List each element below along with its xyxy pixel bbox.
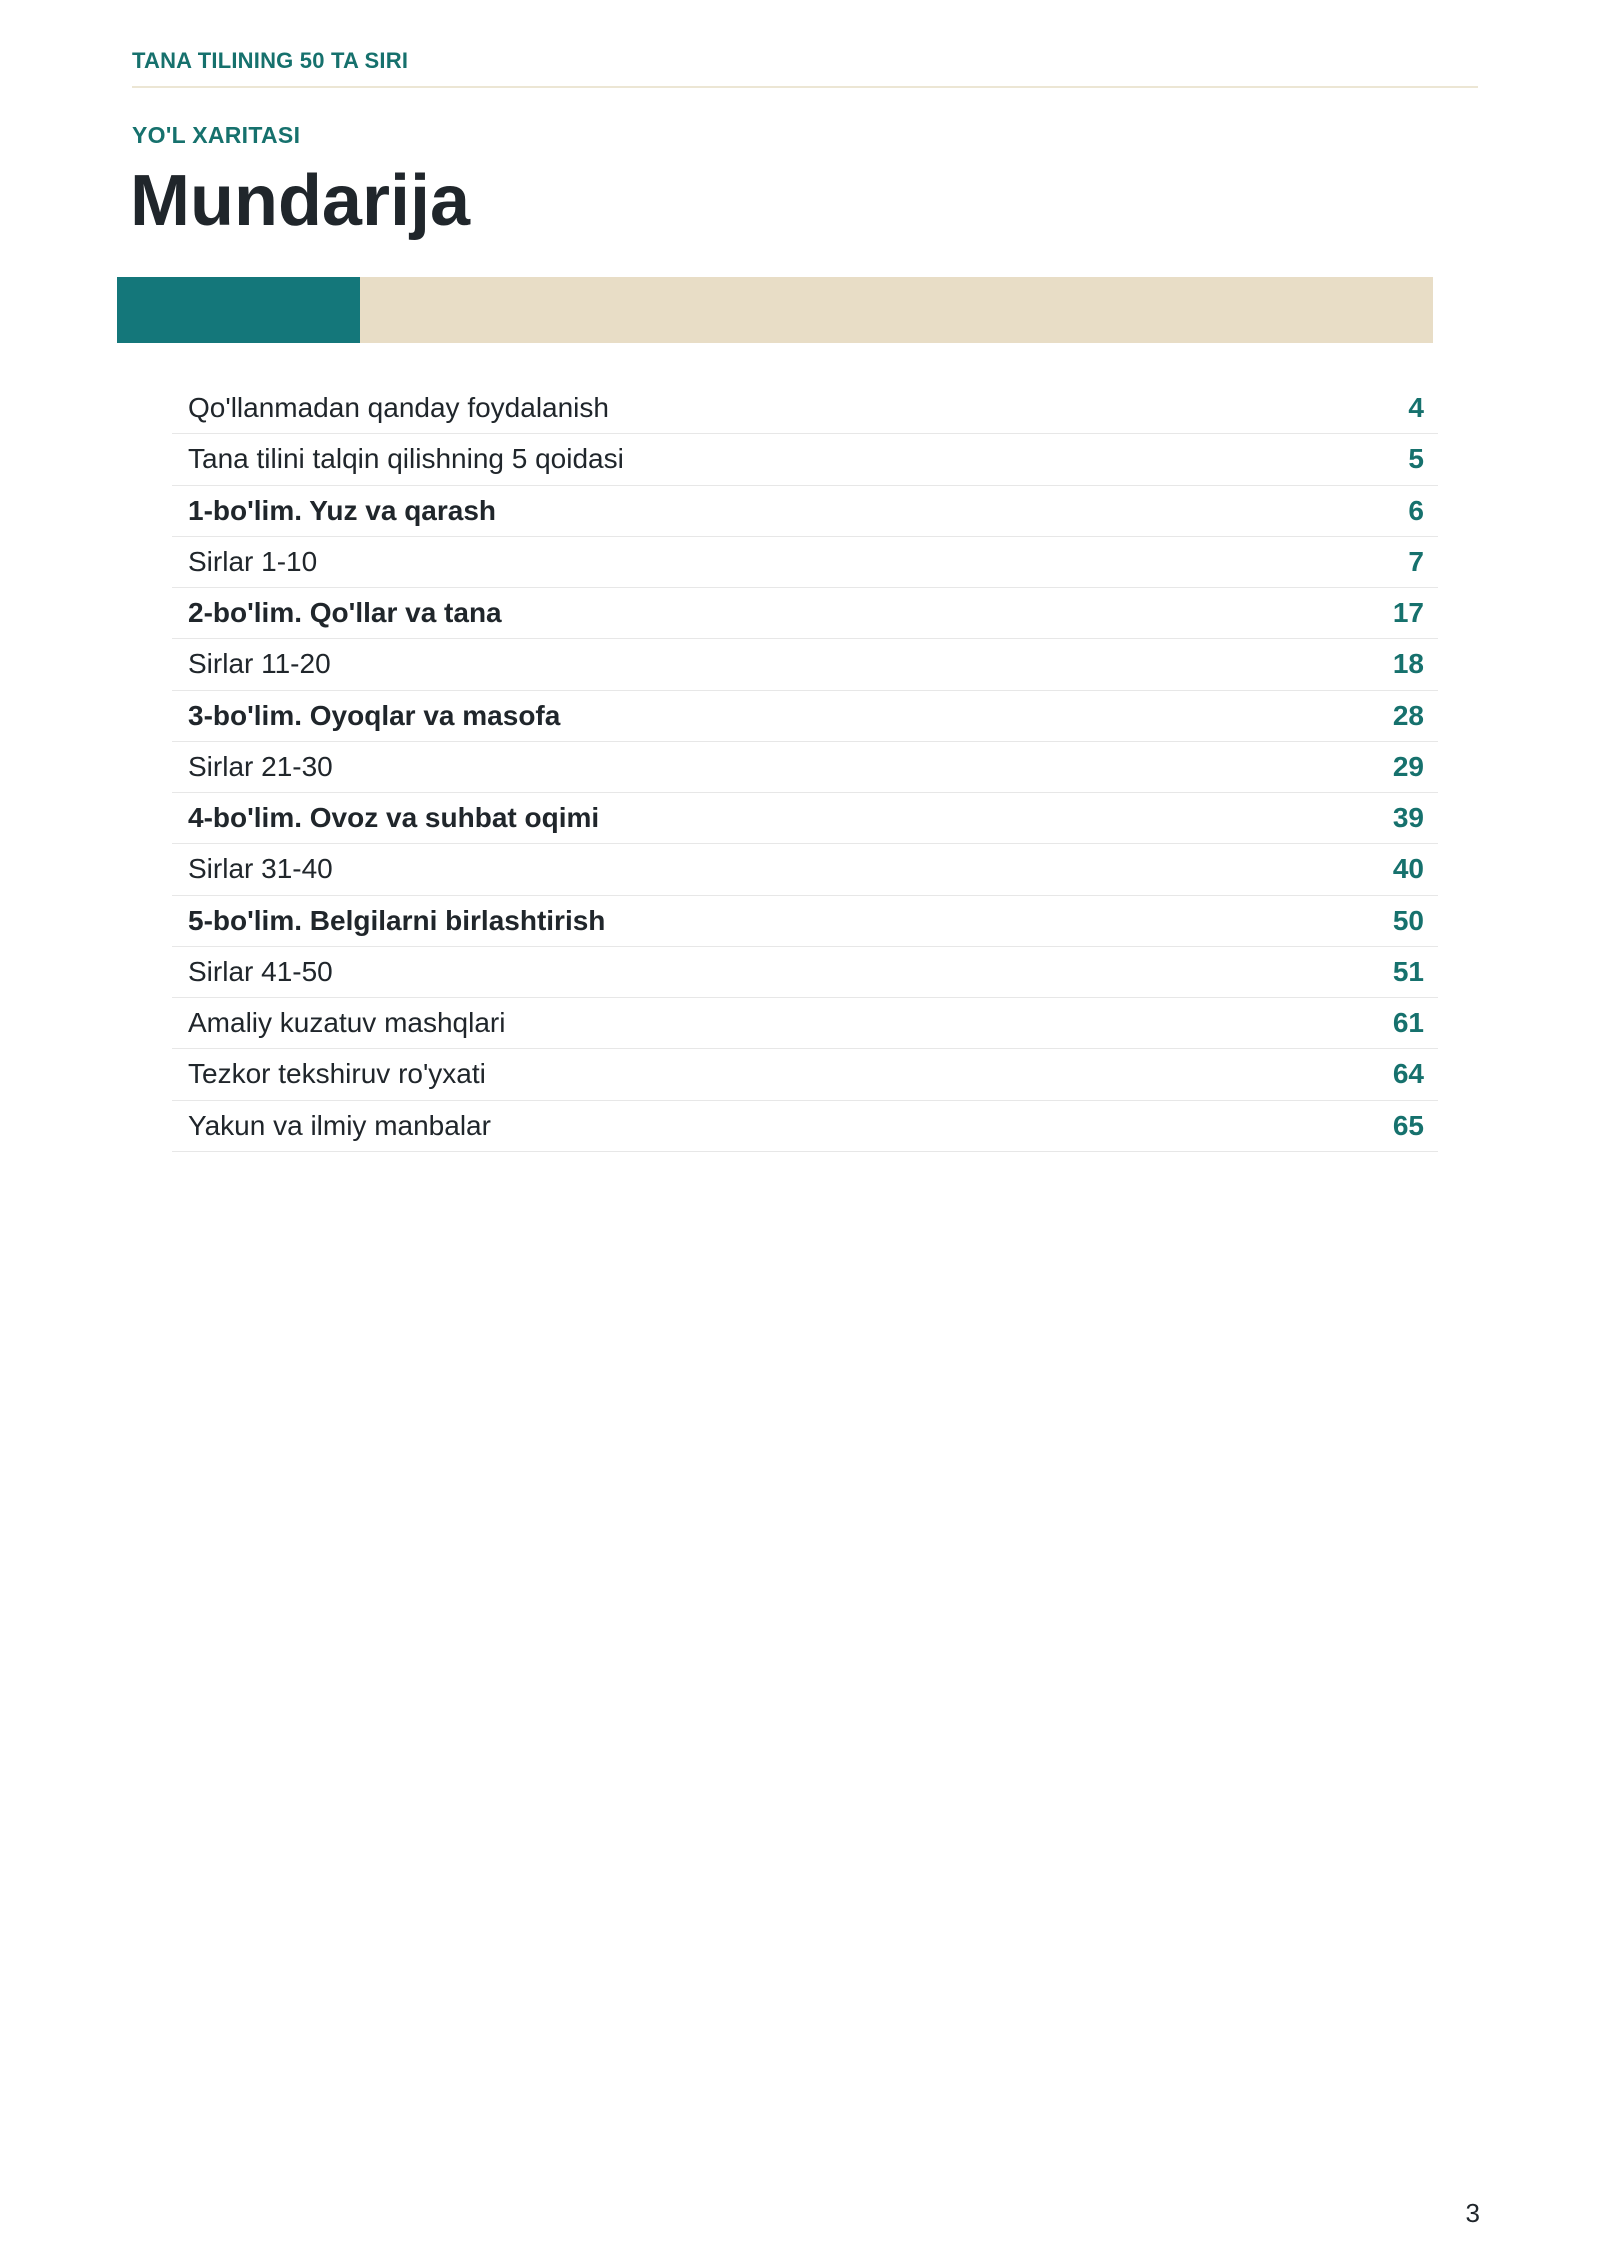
page-title: Mundarija (130, 161, 471, 241)
toc-entry[interactable] (172, 793, 1438, 844)
toc-entry[interactable] (172, 537, 1438, 588)
toc-entry-page-number: 40 (1392, 853, 1424, 885)
toc-entry-title: 2-bo'lim. Qo'llar va tana (188, 597, 502, 629)
toc-entry-title: 5-bo'lim. Belgilarni birlashtirish (188, 904, 606, 936)
toc-entry[interactable] (172, 383, 1438, 434)
toc-entry-title: Tana tilini talqin qilishning 5 qoidasi (188, 443, 624, 475)
toc-entry-title: Sirlar 41-50 (188, 955, 333, 987)
toc-entry-title: Sirlar 1-10 (188, 545, 318, 577)
toc-entry-page-number: 5 (1408, 443, 1424, 475)
toc-entry-title: Sirlar 21-30 (188, 750, 333, 782)
toc-entry[interactable] (172, 896, 1438, 947)
toc-entry[interactable] (172, 947, 1438, 998)
toc-entry-page-number: 50 (1392, 904, 1424, 936)
toc-entry[interactable] (172, 639, 1438, 690)
section-eyebrow: YO'L XARITASI (132, 122, 301, 148)
accent-band-sand (360, 277, 1433, 343)
toc-entry-title: Qo'llanmadan qanday foydalanish (188, 392, 609, 424)
table-of-contents (172, 383, 1438, 1152)
toc-entry-page-number: 39 (1392, 802, 1424, 834)
toc-entry-page-number: 6 (1408, 494, 1424, 526)
toc-entry-page-number: 29 (1392, 750, 1424, 782)
toc-entry-page-number: 51 (1392, 955, 1424, 987)
toc-entry-page-number: 28 (1392, 699, 1424, 731)
toc-entry-title: 3-bo'lim. Oyoqlar va masofa (188, 699, 561, 731)
toc-entry[interactable] (172, 691, 1438, 742)
page-number: 3 (1465, 2198, 1480, 2228)
accent-band (117, 277, 1433, 343)
toc-entry-title: 1-bo'lim. Yuz va qarash (188, 494, 497, 526)
toc-entry-page-number: 4 (1408, 392, 1424, 424)
toc-entry[interactable] (172, 486, 1438, 537)
toc-entry[interactable] (172, 1101, 1438, 1152)
toc-entry[interactable] (172, 434, 1438, 485)
toc-entry-page-number: 17 (1392, 597, 1424, 629)
toc-entry-title: Tezkor tekshiruv ro'yxati (188, 1058, 486, 1090)
toc-entry-page-number: 64 (1392, 1058, 1424, 1090)
toc-entry-title: Yakun va ilmiy manbalar (188, 1109, 491, 1141)
toc-entry-page-number: 18 (1392, 648, 1424, 680)
toc-entry[interactable] (172, 1049, 1438, 1100)
toc-entry[interactable] (172, 588, 1438, 639)
toc-entry-page-number: 7 (1408, 545, 1424, 577)
accent-band-teal (117, 277, 360, 343)
toc-entry[interactable] (172, 844, 1438, 895)
header-divider (132, 86, 1478, 88)
toc-entry-page-number: 65 (1392, 1109, 1424, 1141)
toc-entry[interactable] (172, 998, 1438, 1049)
toc-entry-title: Amaliy kuzatuv mashqlari (188, 1007, 506, 1039)
toc-entry-title: Sirlar 11-20 (188, 648, 331, 680)
running-header: TANA TILINING 50 TA SIRI (132, 48, 409, 73)
toc-entry[interactable] (172, 742, 1438, 793)
toc-entry-page-number: 61 (1392, 1007, 1424, 1039)
toc-entry-title: Sirlar 31-40 (188, 853, 333, 885)
toc-entry-title: 4-bo'lim. Ovoz va suhbat oqimi (188, 802, 600, 834)
